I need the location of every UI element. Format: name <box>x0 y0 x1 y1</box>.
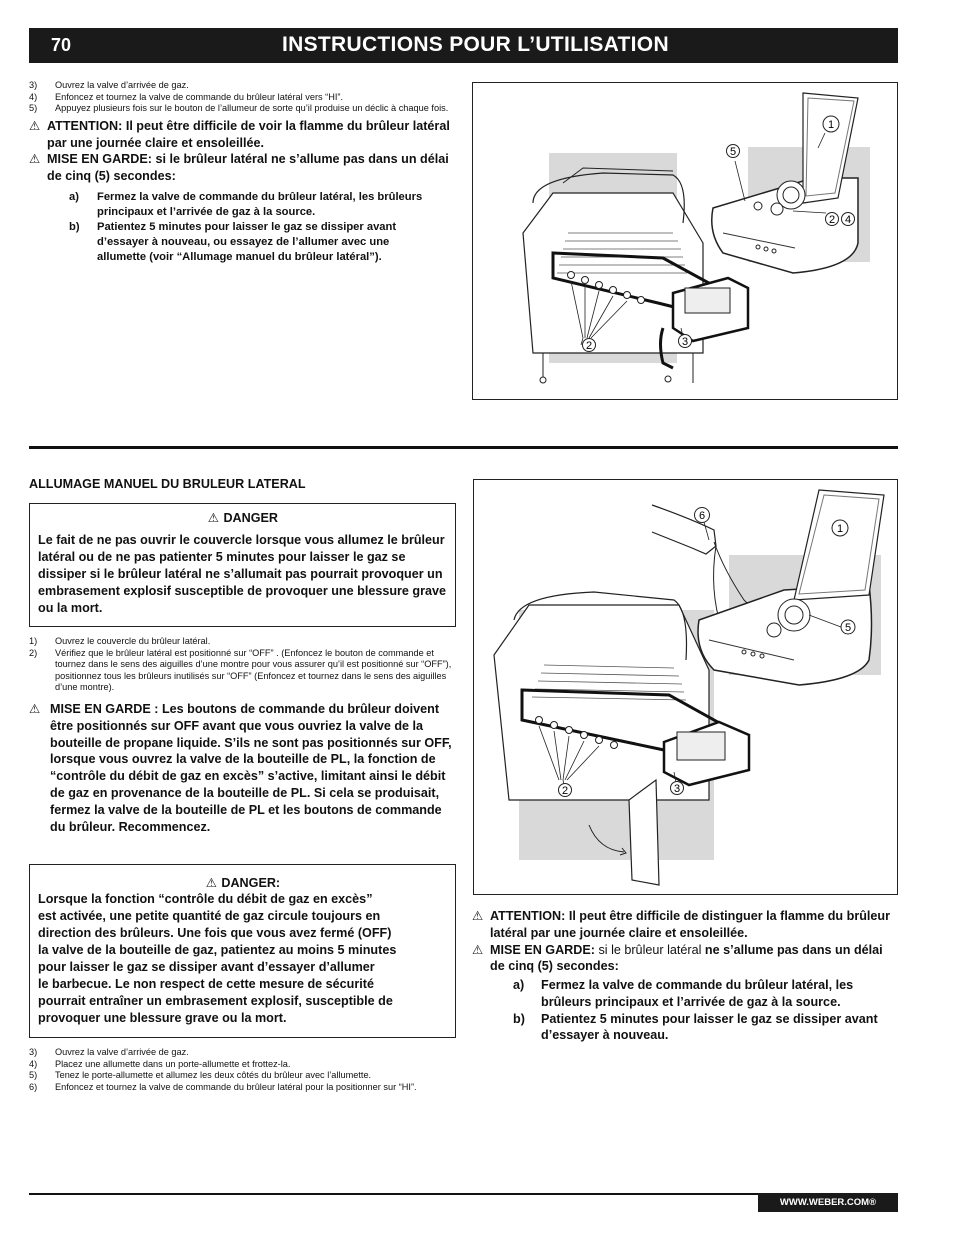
list-item: 5) Tenez le porte-allumette et allumez les deux côtés du brûleur avec l’allumette. <box>29 1070 372 1081</box>
grill-illustration <box>474 480 897 894</box>
page-title: INSTRUCTIONS POUR L’UTILISATION <box>282 33 669 56</box>
danger-text: Lorsque la fonction “contrôle du débit de gaz en excès” est activée, une petite quantité de gaz circule toujours en direction des brûleurs. Une fois que vous avez fermé (OFF) la valve de la bouteille de gaz, patientez au moins 5 minutes pour laisser le gaz se dissiper avant d’essayer d’allumer le barbecue. Le non respect de cette mesure de sécurité pourrait entraîner un embrasement explosif, susceptible de provoquer une blessure grave ou la mort. <box>38 892 397 1025</box>
callout-5: 5 <box>729 146 737 158</box>
grill-illustration <box>473 83 897 399</box>
manual-steps-a <box>29 636 454 694</box>
danger-text: Le fait de ne pas ouvrir le couvercle lorsque vous allumez le brûleur latéral ou de ne pas patienter 5 minutes pour laisser le gaz se dissiper si le brûleur latéral ne s’allumait pas pourrait provoquer un embrasement explosif susceptible de provoquer une blessure grave ou la mort. <box>38 533 447 615</box>
warning-icon: ⚠ <box>29 152 41 167</box>
attention-notice: ⚠ ATTENTION: Il peut être difficile de distinguer la flamme du brûleur latéral par une journée claire et ensoleillée. <box>472 909 891 940</box>
attention-notice: ⚠ ATTENTION: Il peut être difficile de voir la flamme du brûleur latéral par une journée claire et ensoleillée. <box>29 118 450 150</box>
warning-icon: ⚠ <box>472 942 484 957</box>
top-notices <box>29 118 459 185</box>
list-item: a) Fermez la valve de commande du brûleur latéral, les brûleurs principaux et l’arrivée de gaz à la source. <box>69 190 423 218</box>
callout-2: 2 <box>828 214 836 226</box>
callout-2: 2 <box>561 785 569 797</box>
list-item: 5) Appuyez plusieurs fois sur le bouton de l’allumeur de sorte qu’il produise un déclic à chaque fois. <box>29 103 449 114</box>
bottom-substeps <box>513 977 898 1044</box>
list-item: b) Patientez 5 minutes pour laisser le gaz se dissiper avant d’essayer à nouveau. <box>513 1011 878 1043</box>
figure-grill-side-burner-ignition <box>472 82 898 400</box>
callout-1: 1 <box>836 523 844 535</box>
list-item: 3) Ouvrez la valve d’arrivée de gaz. <box>29 1047 189 1057</box>
caution-notice: ⚠ MISE EN GARDE: si le brûleur latéral ne s’allume pas dans un délai de cinq (5) secondes: <box>29 152 449 184</box>
list-item: 6) Enfoncez et tournez la valve de commande du brûleur latéral pour la positionner sur “HI”. <box>29 1081 417 1092</box>
figure-grill-manual-lighting <box>473 479 898 895</box>
danger-title: ⚠ DANGER <box>207 511 279 525</box>
callout-6: 6 <box>698 510 706 522</box>
danger-box-excess-flow <box>29 864 456 1038</box>
bottom-notices <box>472 908 898 975</box>
warning-icon: ⚠ <box>29 702 41 716</box>
list-item: 3) Ouvrez la valve d’arrivée de gaz. <box>29 80 189 90</box>
list-item: 1) Ouvrez le couvercle du brûleur latéral. <box>29 636 211 646</box>
section-divider <box>29 446 898 449</box>
list-item: 4) Enfoncez et tournez la valve de commande du brûleur latéral vers “HI”. <box>29 91 344 102</box>
top-steps-list <box>29 80 459 115</box>
callout-2-burners: 2 <box>585 340 593 352</box>
danger-title: ⚠ DANGER: <box>205 876 281 890</box>
warning-icon: ⚠ <box>472 909 484 923</box>
page-number: 70 <box>51 35 72 55</box>
page-header <box>29 28 898 63</box>
callout-4: 4 <box>844 214 852 226</box>
section-title: ALLUMAGE MANUEL DU BRULEUR LATERAL <box>29 477 306 491</box>
list-item: 4) Placez une allumette dans un porte-allumette et frottez-la. <box>29 1058 291 1069</box>
list-item: a) Fermez la valve de commande du brûleur latéral, les brûleurs principaux et l’arrivée de gaz à la source. <box>513 978 854 1009</box>
list-item: b) Patientez 5 minutes pour laisser le gaz se dissiper avant d’essayer à nouveau, ou essayez de l’allumer avec une allumette (voir “Allumage manuel du brûleur latéral”). <box>69 220 397 263</box>
top-instructions <box>29 80 459 265</box>
manual-steps-b <box>29 1047 454 1093</box>
callout-5: 5 <box>844 622 852 634</box>
footer-website: WWW.WEBER.COM® <box>758 1193 898 1212</box>
danger-box-lid <box>29 503 456 627</box>
top-substeps <box>69 190 434 265</box>
warning-icon: ⚠ <box>207 511 220 525</box>
callout-3: 3 <box>673 783 681 795</box>
caution-propane-valve: ⚠ MISE EN GARDE : Les boutons de commande du brûleur doivent être positionnés sur OFF avant que vous ouvriez la valve de la bouteille de propane liquide. S’ils ne sont pas positionnés sur OFF, lorsque vous ouvrez la valve de la bouteille de PL, la fonction de “contrôle du débit de gaz en excès” s’active, limitant ainsi le débit de gaz en provenance de la bouteille de PL. Si cela se produisait, fermez la valve de la bouteille de PL et les boutons de commande du brûleur. Recommencez. <box>29 702 452 834</box>
warning-icon: ⚠ <box>29 118 41 133</box>
callout-1: 1 <box>827 119 835 131</box>
warning-icon: ⚠ <box>205 876 217 890</box>
callout-3: 3 <box>681 336 689 348</box>
list-item: 2) Vérifiez que le brûleur latéral est positionné sur “OFF” . (Enfoncez le bouton de commande et tournez dans le sens des aiguilles d’une montre pour vous assurer qu’il est positionné sur “OFF”), positionnez tous les brûleurs inutilisés sur “OFF” (Enfoncez et tournez dans le sens des aiguilles d’une montre). <box>29 647 452 693</box>
caution-notice: ⚠ MISE EN GARDE: si le brûleur latéral ne s’allume pas dans un délai de cinq (5) secondes: <box>472 942 883 974</box>
